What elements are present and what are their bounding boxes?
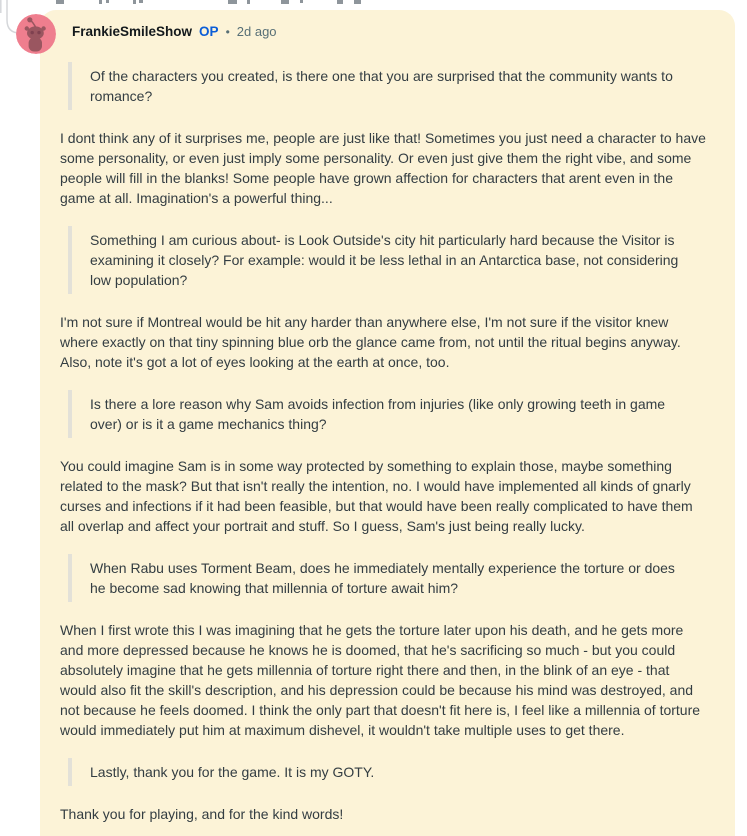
quoted-question-text: Something I am curious about- is Look Outside's city hit particularly hard because the Visitor is examining it closely? For example: would it be less lethal in an Antarctica base, not considering low population?: [90, 232, 679, 288]
answer-paragraph: I'm not sure if Montreal would be hit any harder than anywhere else, I'm not sure if the visitor knew where exactly on that tiny spinning blue orb the glance came from, not until the ritual begins anyway. Also, note it's got a lot of eyes looking at the earth at once, too.: [60, 314, 681, 370]
avatar-snoo-icon[interactable]: [16, 14, 56, 54]
quoted-question: [68, 758, 680, 786]
quoted-question-text: Of the characters you created, is there one that you are surprised that the community wants to romance?: [90, 68, 673, 104]
meta-separator: •: [225, 25, 230, 39]
comment-body: [60, 62, 709, 824]
quoted-question: [68, 62, 680, 110]
quoted-question-text: Is there a lore reason why Sam avoids infection from injuries (like only growing teeth in game over) or is it a game mechanics thing?: [90, 396, 666, 432]
answer-paragraph: You could imagine Sam is in some way protected by something to explain those, maybe something related to the mask? But that isn't really the intention, no. I would have implemented all kinds of gnarly curses and infections if it had been feasible, but that would have been really complicated to have them all overlap and affect your portrait and stuff. So I guess, Sam's just being really lucky.: [60, 458, 693, 534]
quoted-question: [68, 226, 680, 294]
answer-paragraph: Thank you for playing, and for the kind words!: [60, 806, 344, 822]
comment-timestamp[interactable]: 2d ago: [236, 24, 277, 39]
comment-header: [72, 24, 709, 44]
quoted-question-text: Lastly, thank you for the game. It is my GOTY.: [90, 764, 375, 780]
answer-paragraph: I dont think any of it surprises me, people are just like that! Sometimes you just need a character to have some personality, or even just imply some personality. Or even just give them the right vibe, and some people will fill in the blanks! Some people have grown affection for characters that arent even in the game at all. Imagination's a powerful thing...: [60, 130, 706, 206]
quoted-question: [68, 554, 680, 602]
author-username[interactable]: FrankieSmileShow: [72, 24, 193, 39]
quoted-question-text: When Rabu uses Torment Beam, does he immediately mentally experience the torture or does he become sad knowing that millennia of torture await him?: [90, 560, 675, 596]
comment-panel: [40, 10, 735, 836]
answer-paragraph: When I first wrote this I was imagining that he gets the torture later upon his death, and he gets more and more depressed because he knows he is doomed, that he's sacrificing so much - but you could absolutely imagine that he gets millennia of torture right there and then, in the blink of an eye - that would also fit the skill's description, and his depression could be because his mind was destroyed, and not because he feels doomed. I think the only part that doesn't fit here is, I feel like a millennia of torture would immediately put him at maximum dishevel, it wouldn't take multiple uses to get there.: [60, 622, 701, 738]
cutoff-prev-comment-fragments: [0, 0, 747, 5]
op-badge: OP: [199, 24, 219, 39]
quoted-question: [68, 390, 680, 438]
